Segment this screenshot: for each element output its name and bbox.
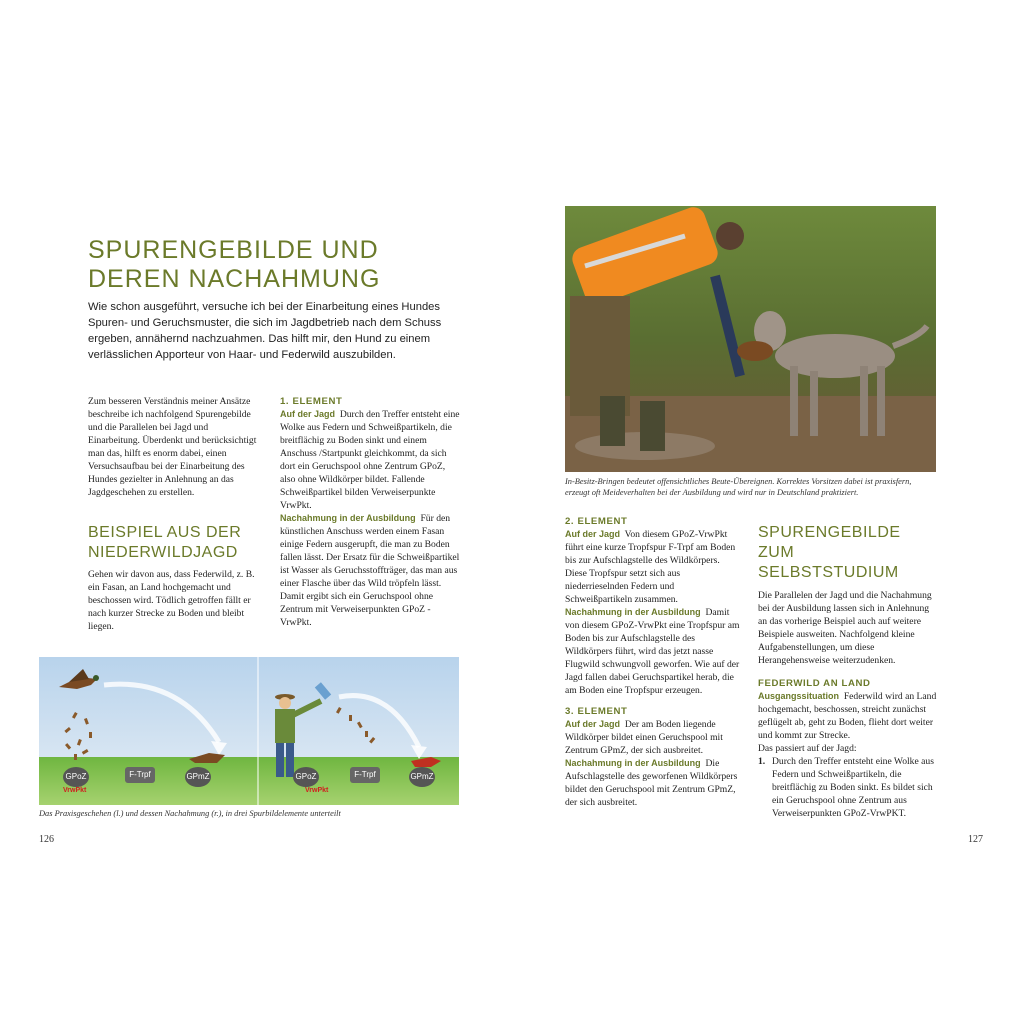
photo-illustration <box>565 206 936 472</box>
element1-nach-label: Nachahmung in der Ausbildung <box>280 513 416 523</box>
federwild-label: Ausgangssituation <box>758 691 840 701</box>
heading-line-2: DEREN NACHAHMUNG <box>88 265 381 293</box>
selbst-text: Die Parallelen der Jagd und die Nachahmung bei der Ausbildung lassen sich in Anlehnung an das vorherige Beispiel auch auf weitere Beispiele ausweiten. Nachfolgend kleine Aufgabenstellungen, um diese Herangehensweise weiterzudenken. <box>758 590 932 666</box>
federwild-text2: Das passiert auf der Jagd: <box>758 743 857 754</box>
photo-caption: In-Besitz-Bringen bedeutet offensichtliches Beute-Übereignen. Korrektes Vorsitzen dabei ist praxisfern, erzeugt oft Meideverhalten bei der Ausbildung und wird nur in Deutschland praktiziert. <box>565 477 912 497</box>
list-number: 1. <box>758 756 766 767</box>
element3-title: 3. ELEMENT <box>565 706 628 717</box>
lead-paragraph: Wie schon ausgeführt, versuche ich bei der Einarbeitung eines Hundes Spuren- und Geruchsmuster, die sich im Jagdbetrieb nach dem Schuss ergeben, annähernd nachzuahmen. Das hilft mir, den Hund zu einem verlässlichen Apporteur von Haar- und Federwild auszubilden. <box>88 301 442 361</box>
element2-nach-text: Damit von diesem GPoZ-VrwPkt eine Tropfspur am Boden bis zur Aufschlagstelle des Wildkörpers führt, wird das jetzt nasse Flugwild schwungvoll geworfen. Wie auf der Jagd fallen dabei Geruchspartikel herab, die am Boden eine Tropfspur erzeugen. <box>565 607 740 696</box>
spur-diagram <box>39 657 459 805</box>
element2-nach-label: Nachahmung in der Ausbildung <box>565 607 701 617</box>
hunting-photo <box>565 206 936 472</box>
list-item-text: Durch den Treffer entsteht eine Wolke aus Federn und Schweißpartikeln, die breitflächig zu Boden sinkt. Es bildet sich ein Geruchspool ohne Zentrum aus Verweiserpunkten GPoZ-VrwPKT. <box>772 756 934 819</box>
intro-text: Zum besseren Verständnis meiner Ansätze beschreibe ich nachfolgend Spurengebilde und die Parallelen bei Jagd und Einarbeitung. Überdenkt und berücksichtigt man das, hilft es enorm dabei, einen Versuchsaufbau bei der Einarbeitung des Hundes gezielter in Anlehnung an das Jagdgeschehen zu erstellen. <box>88 396 257 498</box>
selbst-line-1: SPURENGEBILDE <box>758 524 901 541</box>
beispiel-text: Gehen wir davon aus, dass Federwild, z. B. ein Fasan, an Land hochgemacht und beschossen wird. Tödlich getroffen fällt er nach kurzer Strecke zu Boden und bleibt liegen. <box>88 569 255 632</box>
beispiel-heading <box>88 523 260 563</box>
gpmz-badge-left: GPmZ <box>185 767 211 787</box>
element1-jagd-label: Auf der Jagd <box>280 409 336 419</box>
element2-title: 2. ELEMENT <box>565 516 628 527</box>
element2-jagd-label: Auf der Jagd <box>565 529 621 539</box>
gpoz-badge-left: GPoZ <box>63 767 89 787</box>
page-number-left: 126 <box>39 834 54 845</box>
element3-jagd-text: Der am Boden liegende Wildkörper bildet einen Geruchspool mit Zentrum GPmZ, der sich ausbreitet. <box>565 719 723 756</box>
element3-jagd-label: Auf der Jagd <box>565 719 621 729</box>
federwild-text: Federwild wird an Land hochgemacht, beschossen, streicht zunächst geflügelt ab, geht zu Boden, flieht dort weiter und kommt zur Strecke. <box>758 691 937 741</box>
left-heading <box>88 236 418 294</box>
element1-jagd-text: Durch den Treffer entsteht eine Wolke aus Federn und Schweißpartikeln, die breitflächig zu Boden sinkt und einem Anschuss /Startpunkt gleichkommt, da sich dort ein Geruchspool ohne Zentrum GPoZ, also ohne Wildkörper bildet. Fallende Schweißpartikel bilden Verweiserpunkte VrwPkt. <box>280 409 460 511</box>
gpmz-badge-right: GPmZ <box>409 767 435 787</box>
element1-block <box>280 395 460 629</box>
vrwpkt-label-right: VrwPkt <box>305 787 329 794</box>
ftrpf-badge-left: F-Trpf <box>125 767 155 783</box>
element1-title: 1. ELEMENT <box>280 396 343 407</box>
beispiel-line-1: BEISPIEL AUS DER <box>88 524 242 541</box>
heading-line-1: SPURENGEBILDE UND <box>88 236 379 264</box>
list-item <box>758 755 938 820</box>
gpoz-badge-right: GPoZ <box>293 767 319 787</box>
diagram-caption: Das Praxisgeschehen (l.) und dessen Nachahmung (r.), in drei Spurbildelemente unterteilt <box>39 809 341 818</box>
element1-nach-text: Für den künstlichen Anschuss werden einem Fasan einige Federn ausgerupft, die man zu Boden fallen lässt. Der Ersatz für die Schweißpartikel ist Wasser als Geruchsstoffträger, das man aus einer Flasche über das Wild tröpfeln lässt. Damit ergibt sich ein Geruchspool ohne Zentrum mit Verweiserpunkten GPoZ -VrwPkt. <box>280 513 460 628</box>
element3-nach-label: Nachahmung in der Ausbildung <box>565 758 701 768</box>
diagram-illustration <box>39 657 459 805</box>
federwild-title: FEDERWILD AN LAND <box>758 678 871 689</box>
selbst-block <box>758 523 938 820</box>
pheasant-in-mouth-icon <box>737 341 773 361</box>
selbst-line-2: ZUM SELBSTSTUDIUM <box>758 544 899 581</box>
element2-jagd-text: Von diesem GPoZ-VrwPkt führt eine kurze Tropfspur F-Trpf am Boden bis zur Aufschlagstelle des Wildkörpers. Diese Tropfspur setzt sich aus niederrieselnden Federn und Schweißpartikeln zusammen. <box>565 529 736 605</box>
element3-nach-text: Die Aufschlagstelle des geworfenen Wildkörpers bildet den Geruchspool mit Zentrum GPmZ, der sich ausbreitet. <box>565 758 738 808</box>
page-number-right: 127 <box>968 834 983 845</box>
vrwpkt-label-left: VrwPkt <box>63 787 87 794</box>
beispiel-line-2: NIEDERWILDJAGD <box>88 544 238 561</box>
element2-block <box>565 515 742 809</box>
ftrpf-badge-right: F-Trpf <box>350 767 380 783</box>
